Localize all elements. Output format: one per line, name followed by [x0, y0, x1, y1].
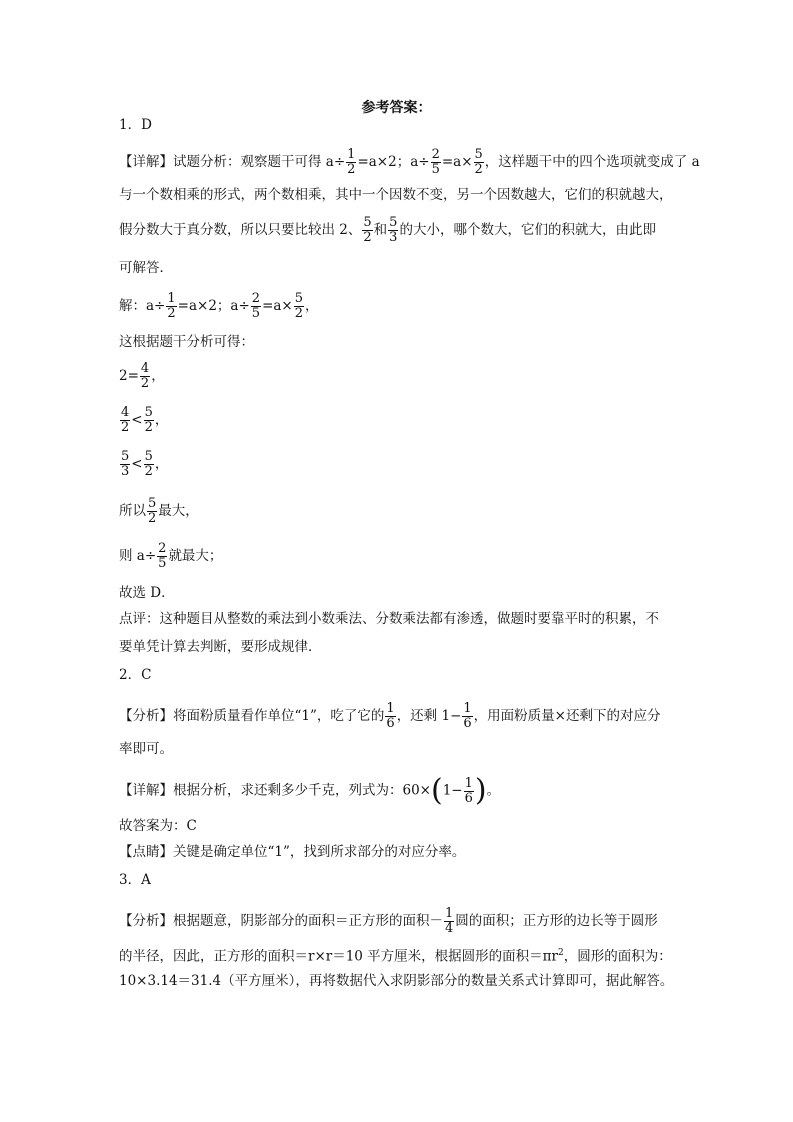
text: ，	[151, 368, 165, 384]
numerator: 1	[386, 701, 395, 716]
text: 【分析】将面粉质量看作单位“1”，吃了它的	[119, 708, 385, 724]
numerator: 1	[347, 147, 356, 162]
denominator: 3	[389, 230, 398, 245]
text: <	[131, 412, 143, 428]
q3-line3: 10×3.14＝31.4（平方厘米），再将数据代入求阴影部分的数量关系式计算即可，据此解答。	[119, 973, 674, 989]
fraction	[120, 450, 130, 479]
denominator: 5	[431, 162, 440, 177]
numerator: 4	[140, 361, 150, 376]
q3-line2	[119, 944, 672, 966]
q1-comment-line1: 点评：这种题目从整数的乘法到小数乘法、分数乘法都有渗透，做题时要靠平时的积累，不	[119, 611, 659, 627]
text: 。	[486, 782, 501, 799]
q2-detail	[119, 773, 501, 808]
text: ，	[154, 456, 169, 472]
denominator: 5	[158, 556, 167, 571]
q1-eq3	[119, 450, 168, 479]
q2-note: 【点睛】关键是确定单位“1”，找到所求部分的对应分率。	[119, 844, 466, 860]
numerator: 4	[121, 405, 130, 420]
numerator: 1	[464, 775, 473, 791]
text: 【详解】试题分析：观察题干可得 a÷	[119, 154, 346, 170]
q2-answer: 故答案为：C	[119, 818, 197, 834]
fraction	[444, 907, 454, 936]
q1-detail-line1	[119, 148, 700, 177]
page-title: 参考答案：	[361, 100, 432, 116]
denominator: 2	[148, 511, 157, 526]
numerator: 2	[251, 291, 261, 306]
text: =a×2；a÷	[357, 154, 430, 170]
text: ，	[305, 298, 319, 314]
text: ，还剩 1−	[396, 708, 462, 724]
numerator: 1	[463, 701, 472, 716]
numerator: 5	[389, 215, 398, 230]
text: ，	[154, 412, 169, 428]
q1-detail-line4: 可解答．	[119, 260, 173, 276]
fraction	[140, 362, 150, 391]
q1-solution	[119, 292, 319, 321]
text: 则 a÷	[119, 548, 157, 564]
text: 解：a÷	[119, 298, 166, 314]
q2-head: 2．C	[119, 667, 152, 683]
text: 和	[373, 222, 388, 238]
q1-head: 1．D	[119, 117, 152, 133]
text: 的大小，哪个数大，它们的积就大，由此即	[399, 222, 656, 238]
text: 【分析】根据题意，阴影部分的面积＝正方形的面积－	[119, 913, 443, 929]
text: ，圆形的面积为：	[563, 948, 672, 965]
numerator: 1	[445, 906, 454, 921]
denominator: 2	[121, 420, 130, 435]
q1-max	[119, 497, 199, 526]
text: ，用面粉质量×还剩下的对应分	[473, 708, 661, 724]
fraction	[294, 292, 304, 321]
numerator: 2	[158, 541, 167, 556]
fraction	[157, 542, 167, 571]
q1-eq1	[119, 362, 165, 391]
text: =a×2；a÷	[177, 298, 250, 314]
denominator: 2	[347, 162, 356, 177]
denominator: 2	[140, 376, 150, 391]
fraction	[385, 702, 395, 731]
q1-choose: 故选 D．	[119, 585, 175, 601]
fraction	[144, 450, 154, 479]
text: 2=	[119, 368, 139, 384]
q2-analysis-line2: 率即可。	[119, 741, 173, 757]
q3-analysis	[119, 907, 658, 936]
fraction	[251, 292, 261, 321]
fraction	[431, 148, 441, 177]
fraction	[474, 148, 484, 177]
q1-then	[119, 542, 222, 571]
q1-analysis: 这根据题干分析可得：	[119, 334, 254, 350]
denominator: 3	[121, 464, 130, 479]
fraction	[147, 497, 157, 526]
denominator: 2	[144, 420, 153, 435]
denominator: 6	[386, 716, 395, 731]
text: <	[131, 456, 143, 472]
fraction	[166, 292, 176, 321]
numerator: 5	[144, 449, 153, 464]
numerator: 1	[167, 291, 176, 306]
q1-detail-line2: 与一个数相乘的形式，两个数相乘，其中一个因数不变，另一个因数越大，它们的积就越大，	[119, 187, 673, 203]
denominator: 6	[464, 790, 473, 806]
fraction	[388, 216, 398, 245]
numerator: 5	[294, 291, 304, 306]
right-paren: )	[474, 773, 487, 808]
fraction	[346, 148, 356, 177]
denominator: 2	[474, 162, 483, 177]
q3-head: 3．A	[119, 872, 151, 888]
numerator: 5	[121, 449, 130, 464]
text: 假分数大于真分数，所以只要比较出 2、	[119, 222, 362, 238]
fraction	[464, 777, 474, 806]
denominator: 2	[167, 306, 176, 321]
text: 【详解】根据分析，求还剩多少千克，列式为：60×	[119, 782, 431, 799]
fraction	[120, 406, 130, 435]
denominator: 4	[445, 921, 454, 936]
denominator: 2	[363, 230, 372, 245]
denominator: 6	[463, 716, 472, 731]
q1-detail-line3	[119, 216, 656, 245]
numerator: 5	[474, 147, 483, 162]
numerator: 5	[148, 496, 157, 511]
numerator: 5	[144, 405, 153, 420]
fraction	[144, 406, 154, 435]
text: =a×	[262, 298, 293, 314]
fraction	[362, 216, 372, 245]
numerator: 2	[431, 147, 440, 162]
q1-eq2	[119, 406, 168, 435]
q2-analysis	[119, 702, 660, 731]
denominator: 5	[251, 306, 261, 321]
text: 所以	[119, 503, 146, 519]
text: 的半径，因此，正方形的面积＝r×r＝10 平方厘米，根据圆形的面积＝πr	[119, 948, 559, 965]
superscript: 2	[558, 948, 564, 958]
numerator: 5	[363, 215, 372, 230]
text: 1−	[442, 782, 463, 799]
left-paren: (	[431, 773, 443, 808]
text: ，这样题干中的四个选项就变成了 a	[484, 154, 700, 170]
text: 圆的面积；正方形的边长等于圆形	[455, 913, 658, 929]
fraction	[462, 702, 472, 731]
denominator: 2	[294, 306, 304, 321]
q1-comment-line2: 要单凭计算去判断，要形成规律．	[119, 639, 322, 655]
denominator: 2	[144, 464, 153, 479]
text: 最大，	[158, 503, 199, 519]
text: =a×	[441, 154, 473, 170]
text: 就最大；	[168, 548, 223, 564]
